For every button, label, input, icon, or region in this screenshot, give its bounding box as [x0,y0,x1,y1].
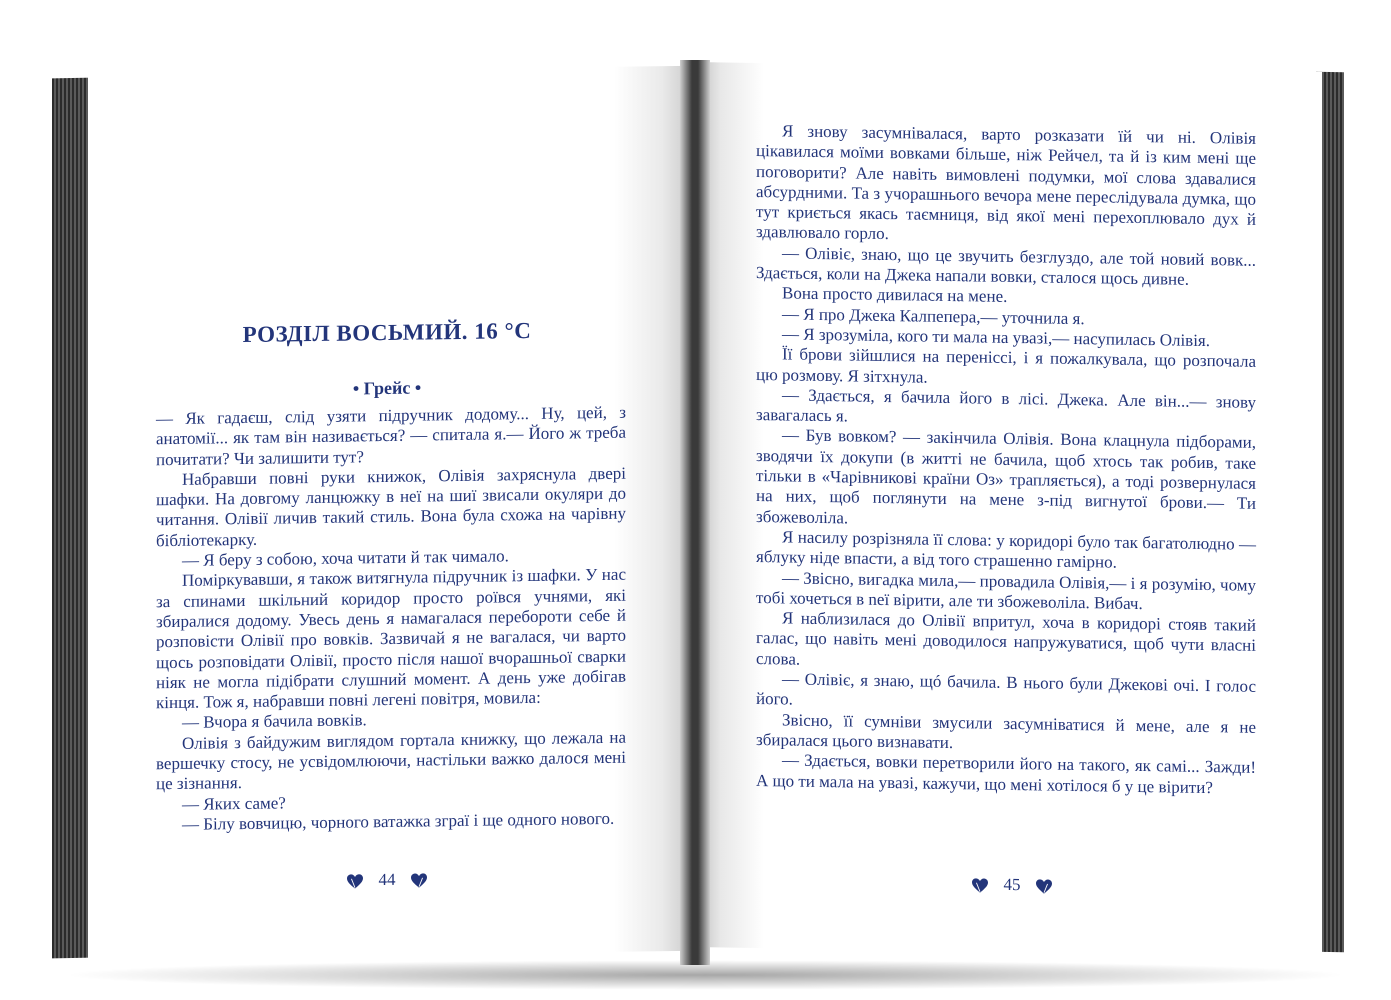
paragraph: Я наблизилася до Олівії впритул, хоча в коридорі стояв такий галас, що навіть мені доводилося напружуватися, щоб чути власні слова. [756,608,1256,669]
left-page [88,66,686,959]
right-page [702,62,1322,957]
right-page-body [756,121,1256,799]
paragraph: Поміркувавши, я також витягнула підручник із шафки. У нас за спинами шкільний коридор просто роївся учнями, які збиралися додому. Увесь день я намагалася переборoти себе й розповісти Олівії про вовків. Зазвичай я не вагалася, чи варто щось розповідати Олівії, просто після нашої вчорашньої сварки ніяк не могла підібрати слушний момент. А день уже добігав кінця. Тож я, набравши повні легені повітря, мовила: [156,565,626,713]
paragraph: Вона просто дивилася на мене. [782,283,1008,307]
leaf-heart-icon [1035,878,1053,894]
paragraph: Набравши повні руки книжок, Олівія захряснула двері шафки. На довгому ланцюжку в неї на шиї звисали окуляри до читання. Олівії личив такий стиль. Вона була схожа на чарівну бібліотекарку. [156,463,626,551]
paragraph: Її брови зійшлися на переніссі, і я пожалкувала, що розпочала цю розмову. Я зітхнула. [756,344,1256,387]
paragraph: — Білу вовчицю, чорного ватажка зграї і ще одного нового. [182,808,615,834]
chapter-subtitle: • Грейс • [352,377,422,399]
leaf-heart-icon [410,873,428,889]
left-page-body [156,403,626,836]
paragraph: Звісно, її сумніви змусили засумніватися й мене, але я не збиралася цього визнавати. [756,709,1256,752]
left-page-edges [52,78,92,959]
paragraph: — Я про Джека Калпепера,— уточнила я. [782,304,1085,328]
page-number-right [702,870,1322,900]
paragraph: — Олівіє, я знаю, щó бачила. В нього були Джекові очі. І голос його. [756,669,1256,709]
leaf-heart-icon [971,877,989,893]
paragraph: — Олівіє, знаю, що це звучить безглуздо, але той новий вовк... Здається, коли на Джека напали вовки, сталося щось дивне. [756,243,1256,289]
paragraph: — Вчора я бачила вовків. [182,710,367,733]
paragraph: — Яких саме? [182,793,286,814]
paragraph: — Був вовком? — закінчила Олівія. Вона клацнула підборами, зводячи їх докупи (в житті не бачила, щоб хтось так робив, таке тільки в «Чарівникові країни Оз» трапляється), а тоді розвернулася на них, щоб поглянути на мене з-під вигнутої брови.— Ти збожеволіла. [756,425,1256,528]
page-number: 44 [378,869,396,890]
leaf-heart-icon [346,873,364,889]
paragraph: — Здається, я бачила його в лісі. Джека. Але він...— знову завагалась я. [756,385,1256,426]
page-number-left [88,866,686,894]
page-number: 45 [1003,874,1021,895]
chapter-title: РОЗДІЛ ВОСЬМИЙ. 16 °С [242,317,532,348]
paragraph: Олівія з байдужим виглядом гортала книжку, що лежала на вершечку стосу, не усвідомлюючи, настільки важко далося мені це зізнання. [156,727,626,794]
paragraph: — Я беру з собою, хоча читати й так чимало. [182,546,509,570]
paragraph: — Звісно, вигадка мила,— провадила Олівія,— і я розумію, чому тобі хочеться в neї вірити, але ти збожеволіла. Вибач. [756,567,1256,613]
paragraph: Я знову засумнівалася, варто розказати їй чи ні. Олівія цікавилася моїми вовками більше, ніж Рейчел, та й із ким мені ще поговорити? Але навіть вимовлені подумки, мої слова здавалися абсурдними. Та з учорашнього вечора мене переслідувала думка, що тут криється якась таємниця, від якої мені перехоплювало дух й здавлювало горло. [756,121,1256,244]
book-spine [680,60,710,965]
paragraph: — Здається, вовки перетворили його на такого, як самі... Зажди! А що ти мала на увазі, кажучи, що мені хотілося б у це вірити? [756,750,1256,797]
paragraph: Я насилу розрізняла її слова: у коридорі було так багатолюдно — яблуку ніде впасти, а від того страшенно гамірно. [756,527,1256,572]
paragraph: — Як гадаєш, слід узяти підручник додому... Ну, цей, з анатомії... як там він називається? — спитала я.— Його ж треба почитати? Чи залишити тут? [156,402,626,469]
paragraph: — Я зрозуміла, кого ти мала на увазі,— насупилась Олівія. [782,324,1211,351]
